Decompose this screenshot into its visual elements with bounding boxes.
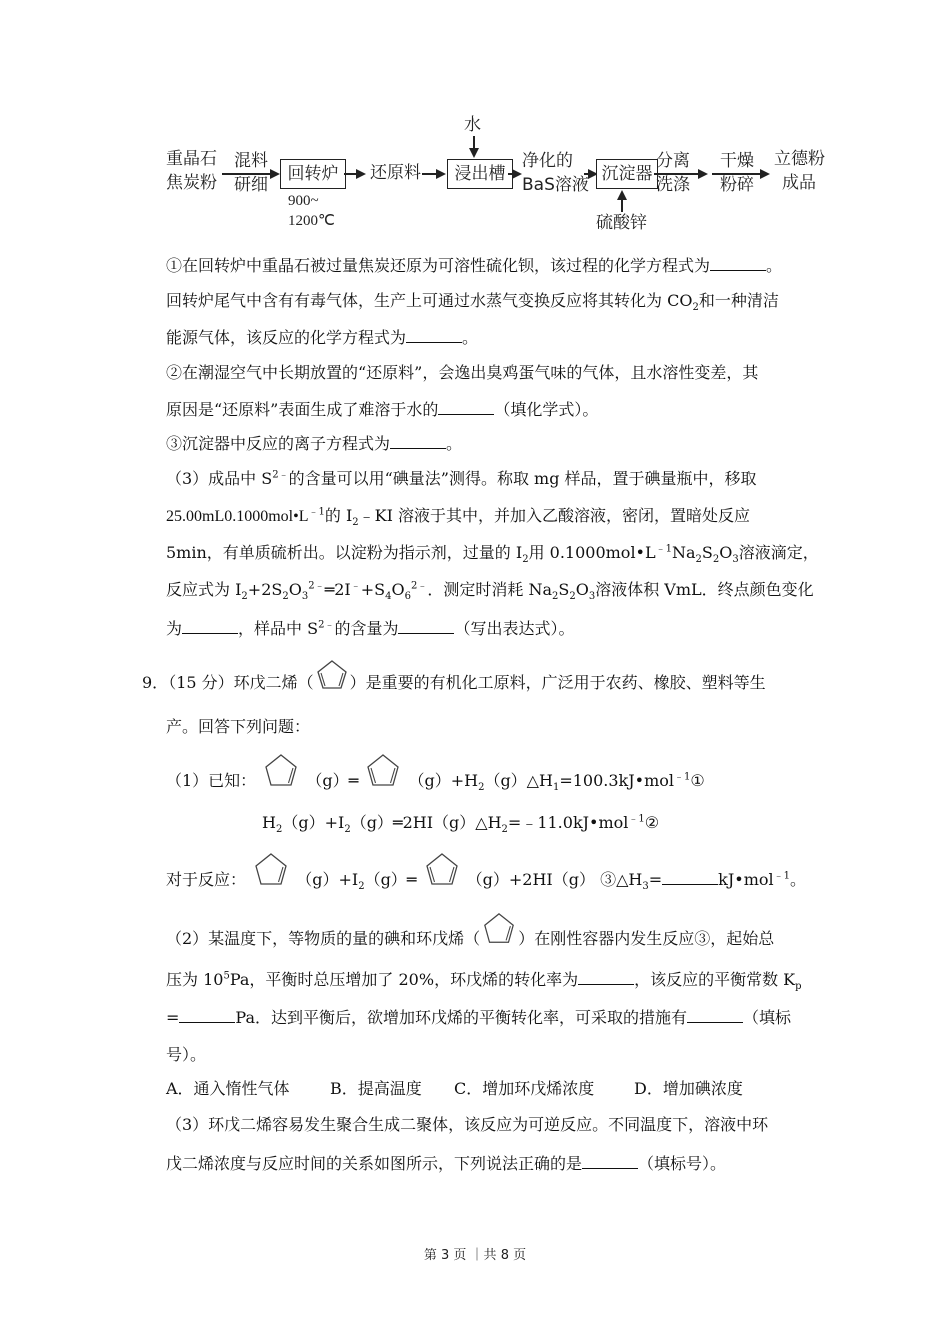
q8-part3 bbox=[166, 432, 462, 455]
subscript: 2 bbox=[275, 824, 283, 836]
answer-blank[interactable] bbox=[662, 868, 718, 885]
text: 能源气体，该反应的化学方程式为 bbox=[166, 328, 407, 347]
arrow-head-icon bbox=[698, 169, 708, 179]
subscript: 1 bbox=[552, 782, 560, 794]
lithopone-label: 立德粉 bbox=[774, 149, 825, 169]
cyclopentene-structure-icon bbox=[480, 911, 518, 947]
dry-label: 干燥 bbox=[720, 151, 754, 171]
arrow-line bbox=[621, 200, 623, 212]
purified-label: 净化的 bbox=[522, 151, 573, 171]
text: 用 0.1000mol•L bbox=[528, 543, 656, 562]
cyclopentadiene-structure-icon bbox=[363, 752, 403, 790]
q8-part1-line1 bbox=[166, 254, 782, 277]
text: （g）═2HI（g）△H bbox=[350, 813, 502, 832]
subscript: 3 bbox=[301, 591, 309, 603]
sub-question-label: （1）已知： bbox=[166, 771, 257, 790]
subscript: 2 bbox=[695, 554, 702, 566]
process-flowchart bbox=[160, 110, 840, 235]
box-leach-tank: 浸出槽 bbox=[447, 159, 513, 189]
answer-blank[interactable] bbox=[406, 326, 462, 343]
q9-sub3-line2 bbox=[166, 1152, 726, 1175]
text: （写出表达式）。 bbox=[454, 619, 575, 638]
equation-tag: ① bbox=[690, 771, 705, 790]
bas-solution: BaS溶液 bbox=[522, 175, 589, 195]
subscript: 2 bbox=[552, 591, 559, 603]
text: （g）△H bbox=[484, 771, 553, 790]
text: O bbox=[288, 580, 302, 599]
step-grind: 研细 bbox=[234, 175, 268, 195]
q8-sub3-line2 bbox=[166, 505, 750, 528]
superscript: ﹣ bbox=[350, 580, 361, 592]
text: （g）+I bbox=[282, 813, 345, 832]
q9-intro-line1 bbox=[142, 672, 766, 694]
arrow-line bbox=[422, 173, 436, 175]
zinc-sulfate-input: 硫酸锌 bbox=[596, 213, 647, 233]
text: 。 bbox=[462, 328, 479, 347]
text: Pa．达到平衡后，欲增加环戊烯的平衡转化率，可采取的措施有 bbox=[235, 1008, 687, 1027]
reduced-material: 还原料 bbox=[370, 163, 421, 183]
text: （15 分）环戊二烯（ bbox=[168, 673, 314, 692]
text: （2）某温度下，等物质的量的碘和环戊烯（ bbox=[166, 929, 481, 948]
superscript: ﹣1 bbox=[773, 870, 790, 882]
answer-blank[interactable] bbox=[578, 968, 634, 985]
text: ①在回转炉中重晶石被过量焦炭还原为可溶性硫化钡，该过程的化学方程式为 bbox=[166, 256, 711, 275]
option-c: C．增加环戊烯浓度 bbox=[454, 1079, 595, 1098]
text: 号）。 bbox=[166, 1045, 207, 1064]
answer-blank[interactable] bbox=[438, 398, 494, 415]
q8-sub3-line5 bbox=[166, 617, 574, 640]
text: 的 I bbox=[324, 506, 353, 525]
q9-sub2-line4 bbox=[166, 1044, 206, 1066]
q8-sub3-line4 bbox=[166, 579, 814, 601]
subscript: 2 bbox=[282, 591, 289, 603]
text: 和一种清洁 bbox=[698, 291, 779, 310]
page-footer: 第 3 页 ｜共 8 页 bbox=[423, 1248, 527, 1263]
q9-sub3-line1 bbox=[166, 1114, 768, 1136]
superscript: 2﹣ bbox=[308, 580, 325, 592]
q8-sub3-line1 bbox=[166, 468, 757, 490]
text: 溶液滴定， bbox=[738, 543, 819, 562]
text: ，样品中 S bbox=[238, 619, 319, 638]
subscript: 2 bbox=[358, 881, 365, 893]
product-label: 成品 bbox=[782, 173, 816, 193]
cyclopentene-structure-icon bbox=[261, 752, 301, 790]
option-d: D．增加碘浓度 bbox=[634, 1079, 743, 1098]
reaction-arrow: ═ bbox=[348, 771, 359, 790]
text: 为 bbox=[166, 619, 183, 638]
arrow-line bbox=[712, 173, 760, 175]
cyclopentene-structure-icon bbox=[251, 851, 291, 889]
text: S bbox=[701, 543, 713, 562]
text: O bbox=[575, 580, 589, 599]
text: = bbox=[166, 1008, 180, 1027]
answer-blank[interactable] bbox=[179, 1006, 235, 1023]
q9-eq1 bbox=[166, 770, 705, 792]
text: ③沉淀器中反应的离子方程式为 bbox=[166, 434, 391, 453]
superscript: ﹣1 bbox=[674, 771, 691, 783]
text: 的含量可以用“碘量法”测得。称取 mg 样品，置于碘量瓶中，移取 bbox=[288, 469, 757, 488]
text: 戊二烯浓度与反应时间的关系如图所示，下列说法正确的是 bbox=[166, 1154, 583, 1173]
text: （g） bbox=[306, 771, 349, 790]
subscript: p bbox=[795, 981, 802, 993]
text: H bbox=[262, 813, 276, 832]
text: =﹣11.0kJ•mol bbox=[507, 813, 629, 832]
text: （3）成品中 S bbox=[166, 469, 273, 488]
arrow-down-icon bbox=[469, 148, 479, 158]
text: （g）+I bbox=[296, 870, 359, 889]
subscript: 2 bbox=[569, 591, 576, 603]
q8-sub3-line3 bbox=[166, 542, 819, 564]
arrow-up-icon bbox=[617, 190, 627, 200]
answer-blank[interactable] bbox=[687, 1006, 743, 1023]
answer-blank[interactable] bbox=[390, 432, 446, 449]
text: 反应式为 I bbox=[166, 580, 242, 599]
subscript: 2 bbox=[522, 554, 529, 566]
text: （g）+H bbox=[408, 771, 479, 790]
superscript: ﹣1 bbox=[628, 813, 645, 825]
cyclopentadiene-structure-icon bbox=[422, 851, 462, 889]
q9-intro-line2 bbox=[166, 716, 310, 738]
q9-sub2-line3 bbox=[166, 1006, 791, 1029]
subscript: 3 bbox=[642, 881, 649, 893]
subscript: 6 bbox=[404, 591, 411, 603]
text: ﹣KI 溶液于其中，并加入乙酸溶液，密闭，置暗处反应 bbox=[358, 506, 751, 525]
kiln-temp-1: 900~ bbox=[288, 193, 319, 209]
text: 5min，有单质硫析出。以淀粉为指示剂，过量的 I bbox=[166, 543, 523, 562]
subscript: 3 bbox=[588, 591, 596, 603]
text: ，该反应的平衡常数 K bbox=[634, 970, 796, 989]
subscript: 2 bbox=[344, 824, 351, 836]
text: 原因是“还原料”表面生成了难溶于水的 bbox=[166, 400, 439, 419]
separate-label: 分离 bbox=[656, 151, 690, 171]
superscript: 2﹣ bbox=[318, 619, 335, 631]
option-b: B．提高温度 bbox=[330, 1079, 422, 1098]
subscript: 2 bbox=[241, 591, 248, 603]
text: O bbox=[719, 543, 733, 562]
subscript: 2 bbox=[352, 517, 359, 529]
q9-eq2 bbox=[262, 812, 659, 834]
arrow-head-icon bbox=[760, 169, 770, 179]
text: Na bbox=[672, 543, 696, 562]
input-barite: 重晶石 bbox=[166, 149, 217, 169]
arrow-line bbox=[344, 173, 356, 175]
q9-eq3 bbox=[166, 868, 806, 891]
q8-part2-line2 bbox=[166, 398, 598, 421]
input-coke: 焦炭粉 bbox=[166, 173, 217, 193]
question-number: 9． bbox=[142, 673, 169, 692]
box-precipitator: 沉淀器 bbox=[596, 159, 658, 189]
text: ）是重要的有机化工原料，广泛用于农药、橡胶、塑料等生 bbox=[349, 673, 766, 692]
option-a: A．通入惰性气体 bbox=[166, 1079, 290, 1098]
box-rotary-kiln: 回转炉 bbox=[280, 159, 346, 189]
subscript: 4 bbox=[385, 591, 392, 603]
text: （填化学式）。 bbox=[494, 400, 599, 419]
text: = bbox=[648, 870, 663, 889]
text: ②在潮湿空气中长期放置的“还原料”，会逸出臭鸡蛋气味的气体，且水溶性变差，其 bbox=[166, 363, 759, 382]
superscript: ﹣1 bbox=[655, 543, 672, 555]
text: 的含量为 bbox=[334, 619, 399, 638]
subscript: 3 bbox=[732, 554, 739, 566]
text: 25.00mL0.1000mol•L bbox=[166, 508, 309, 525]
arrow-line bbox=[222, 173, 270, 175]
text: +2S bbox=[247, 580, 283, 599]
text: （填标 bbox=[743, 1008, 792, 1027]
arrow-head-icon bbox=[270, 169, 280, 179]
q9-sub2-line1 bbox=[166, 928, 774, 950]
text: ）在刚性容器内发生反应③，起始总 bbox=[518, 929, 775, 948]
text: 产。回答下列问题： bbox=[166, 717, 311, 736]
answer-blank[interactable] bbox=[582, 1152, 638, 1169]
arrow-head-icon bbox=[436, 169, 446, 179]
text: S bbox=[558, 580, 570, 599]
text: O bbox=[391, 580, 405, 599]
text: ．测定时消耗 Na bbox=[427, 580, 552, 599]
text: （填标号）。 bbox=[638, 1154, 727, 1173]
text: 。 bbox=[789, 870, 806, 889]
text: +S bbox=[360, 580, 386, 599]
answer-blank[interactable] bbox=[182, 617, 238, 634]
q9-sub2-line2 bbox=[166, 968, 802, 991]
arrow-head-icon bbox=[356, 169, 366, 179]
subscript: 2 bbox=[692, 302, 699, 314]
subscript: 2 bbox=[501, 824, 508, 836]
text: （g）═ bbox=[364, 870, 417, 889]
superscript: ﹣1 bbox=[308, 506, 325, 518]
text: （g）+2HI（g） bbox=[466, 870, 595, 889]
q9-options bbox=[166, 1078, 743, 1100]
subscript: 2 bbox=[478, 782, 485, 794]
water-input: 水 bbox=[464, 115, 481, 135]
text: kJ•mol bbox=[718, 870, 774, 889]
superscript: 2﹣ bbox=[272, 469, 289, 481]
cyclopentadiene-structure-icon bbox=[314, 658, 350, 692]
superscript: 5 bbox=[223, 970, 230, 982]
text: ③△H bbox=[600, 870, 643, 889]
q8-part1-line3 bbox=[166, 326, 478, 349]
text: Pa，平衡时总压增加了 20%，环戊烯的转化率为 bbox=[229, 970, 579, 989]
kiln-temp-2: 1200℃ bbox=[288, 213, 335, 229]
arrow-head-icon bbox=[512, 169, 522, 179]
text: 回转炉尾气中含有有毒气体，生产上可通过水蒸气变换反应将其转化为 CO bbox=[166, 291, 693, 310]
arrow-line bbox=[654, 173, 698, 175]
text: 溶液体积 VmL．终点颜色变化 bbox=[595, 580, 814, 599]
answer-blank[interactable] bbox=[398, 617, 454, 634]
text: 压为 10 bbox=[166, 970, 224, 989]
step-mix: 混料 bbox=[234, 151, 268, 171]
superscript: 2﹣ bbox=[410, 580, 428, 592]
crush-label: 粉碎 bbox=[720, 175, 754, 195]
text: 。 bbox=[766, 256, 783, 275]
q8-part1-line2 bbox=[166, 290, 779, 312]
text: 对于反应： bbox=[166, 870, 247, 889]
text: ═2I bbox=[324, 580, 351, 599]
wash-label: 洗涤 bbox=[656, 175, 690, 195]
equation-tag: ② bbox=[644, 813, 660, 832]
text: （3）环戊二烯容易发生聚合生成二聚体，该反应为可逆反应。不同温度下，溶液中环 bbox=[166, 1115, 769, 1134]
text: 。 bbox=[446, 434, 463, 453]
subscript: 2 bbox=[712, 554, 720, 566]
q8-part2-line1 bbox=[166, 362, 758, 384]
text: =100.3kJ•mol bbox=[559, 771, 675, 790]
answer-blank[interactable] bbox=[710, 254, 766, 271]
